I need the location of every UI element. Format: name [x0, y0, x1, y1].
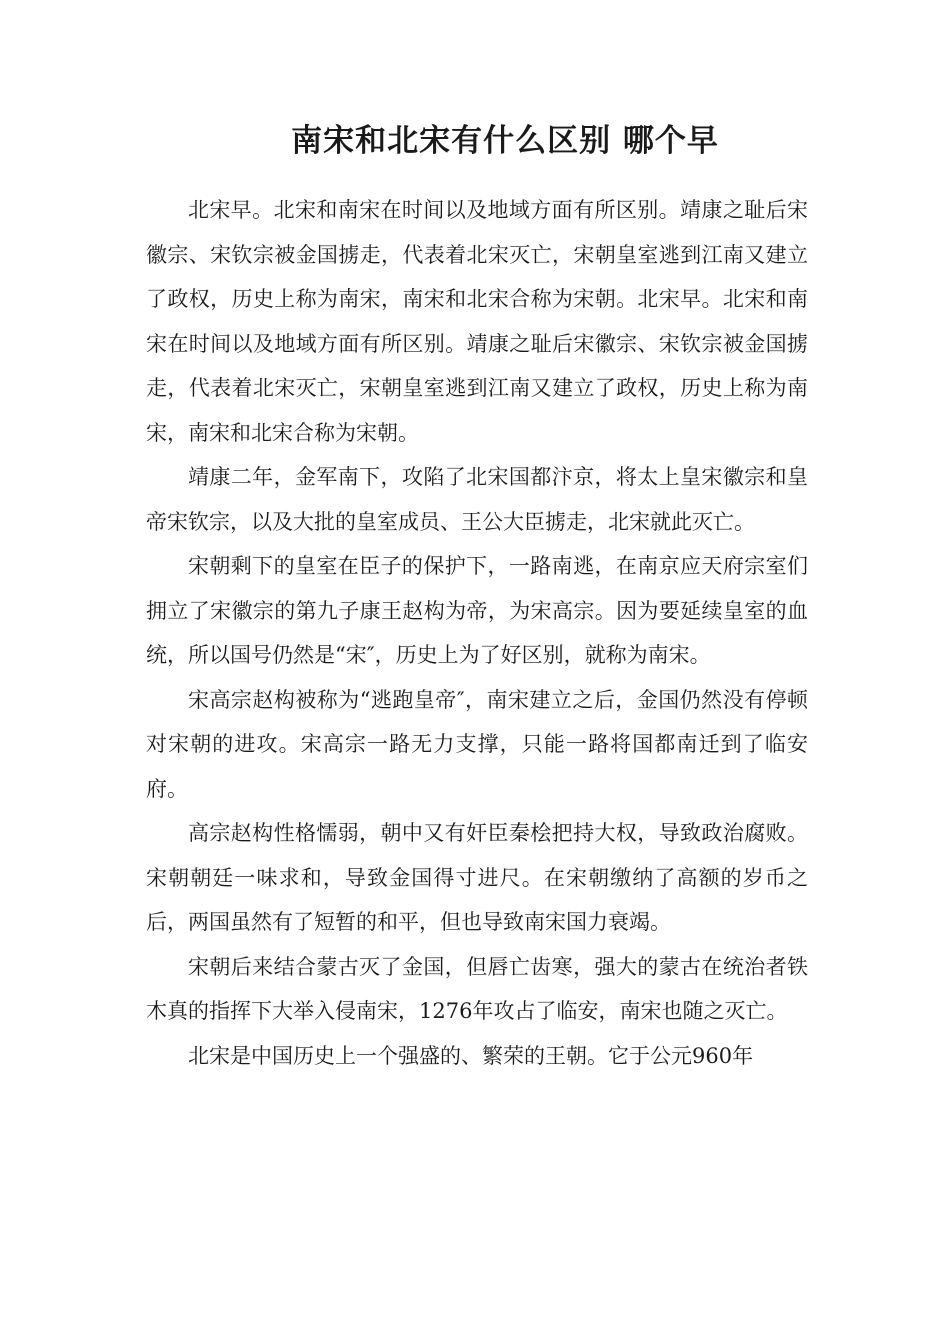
paragraph: 宋高宗赵构被称为“逃跑皇帝″，南宋建立之后，金国仍然没有停顿对宋朝的进攻。宋高宗一路无力支撑，只能一路将国都南迁到了临安府。: [146, 687, 808, 801]
paragraph: 高宗赵构性格懦弱，朝中又有奸臣秦桧把持大权，导致政治腐败。宋朝朝廷一味求和，导致金国得寸进尺。在宋朝缴纳了高额的岁币之后，两国虽然有了短暂的和平，但也导致南宋国力衰竭。: [146, 821, 808, 934]
document-title: 南宋和北宋有什么区别 哪个早: [291, 123, 719, 159]
document-body: [146, 188, 808, 1078]
paragraph: 宋朝剩下的皇室在臣子的保护下，一路南逃，在南京应天府宗室们拥立了宋徽宗的第九子康王赵构为帝，为宋高宗。因为要延续皇室的血统，所以国号仍然是“宋″，历史上为了好区别，就称为南宋。: [146, 554, 808, 667]
paragraph: 靖康二年，金军南下，攻陷了北宋国都汴京，将太上皇宋徽宗和皇帝宋钦宗，以及大批的皇室成员、王公大臣掳走，北宋就此灭亡。: [146, 465, 808, 534]
paragraph: 北宋是中国历史上一个强盛的、繁荣的王朝。它于公元960年: [188, 1043, 754, 1068]
paragraph: 宋朝后来结合蒙古灭了金国，但唇亡齿寒，强大的蒙古在统治者铁木真的指挥下大举入侵南宋，1276年攻占了临安，南宋也随之灭亡。: [146, 954, 808, 1023]
paragraph: 北宋早。北宋和南宋在时间以及地域方面有所区别。靖康之耻后宋徽宗、宋钦宗被金国掳走，代表着北宋灭亡，宋朝皇室逃到江南又建立了政权，历史上称为南宋，南宋和北宋合称为宋朝。北宋早。北宋和南宋在时间以及地域方面有所区别。靖康之耻后宋徽宗、宋钦宗被金国掳走，代表着北宋灭亡，宋朝皇室逃到江南又建立了政权，历史上称为南宋，南宋和北宋合称为宋朝。: [146, 198, 808, 445]
